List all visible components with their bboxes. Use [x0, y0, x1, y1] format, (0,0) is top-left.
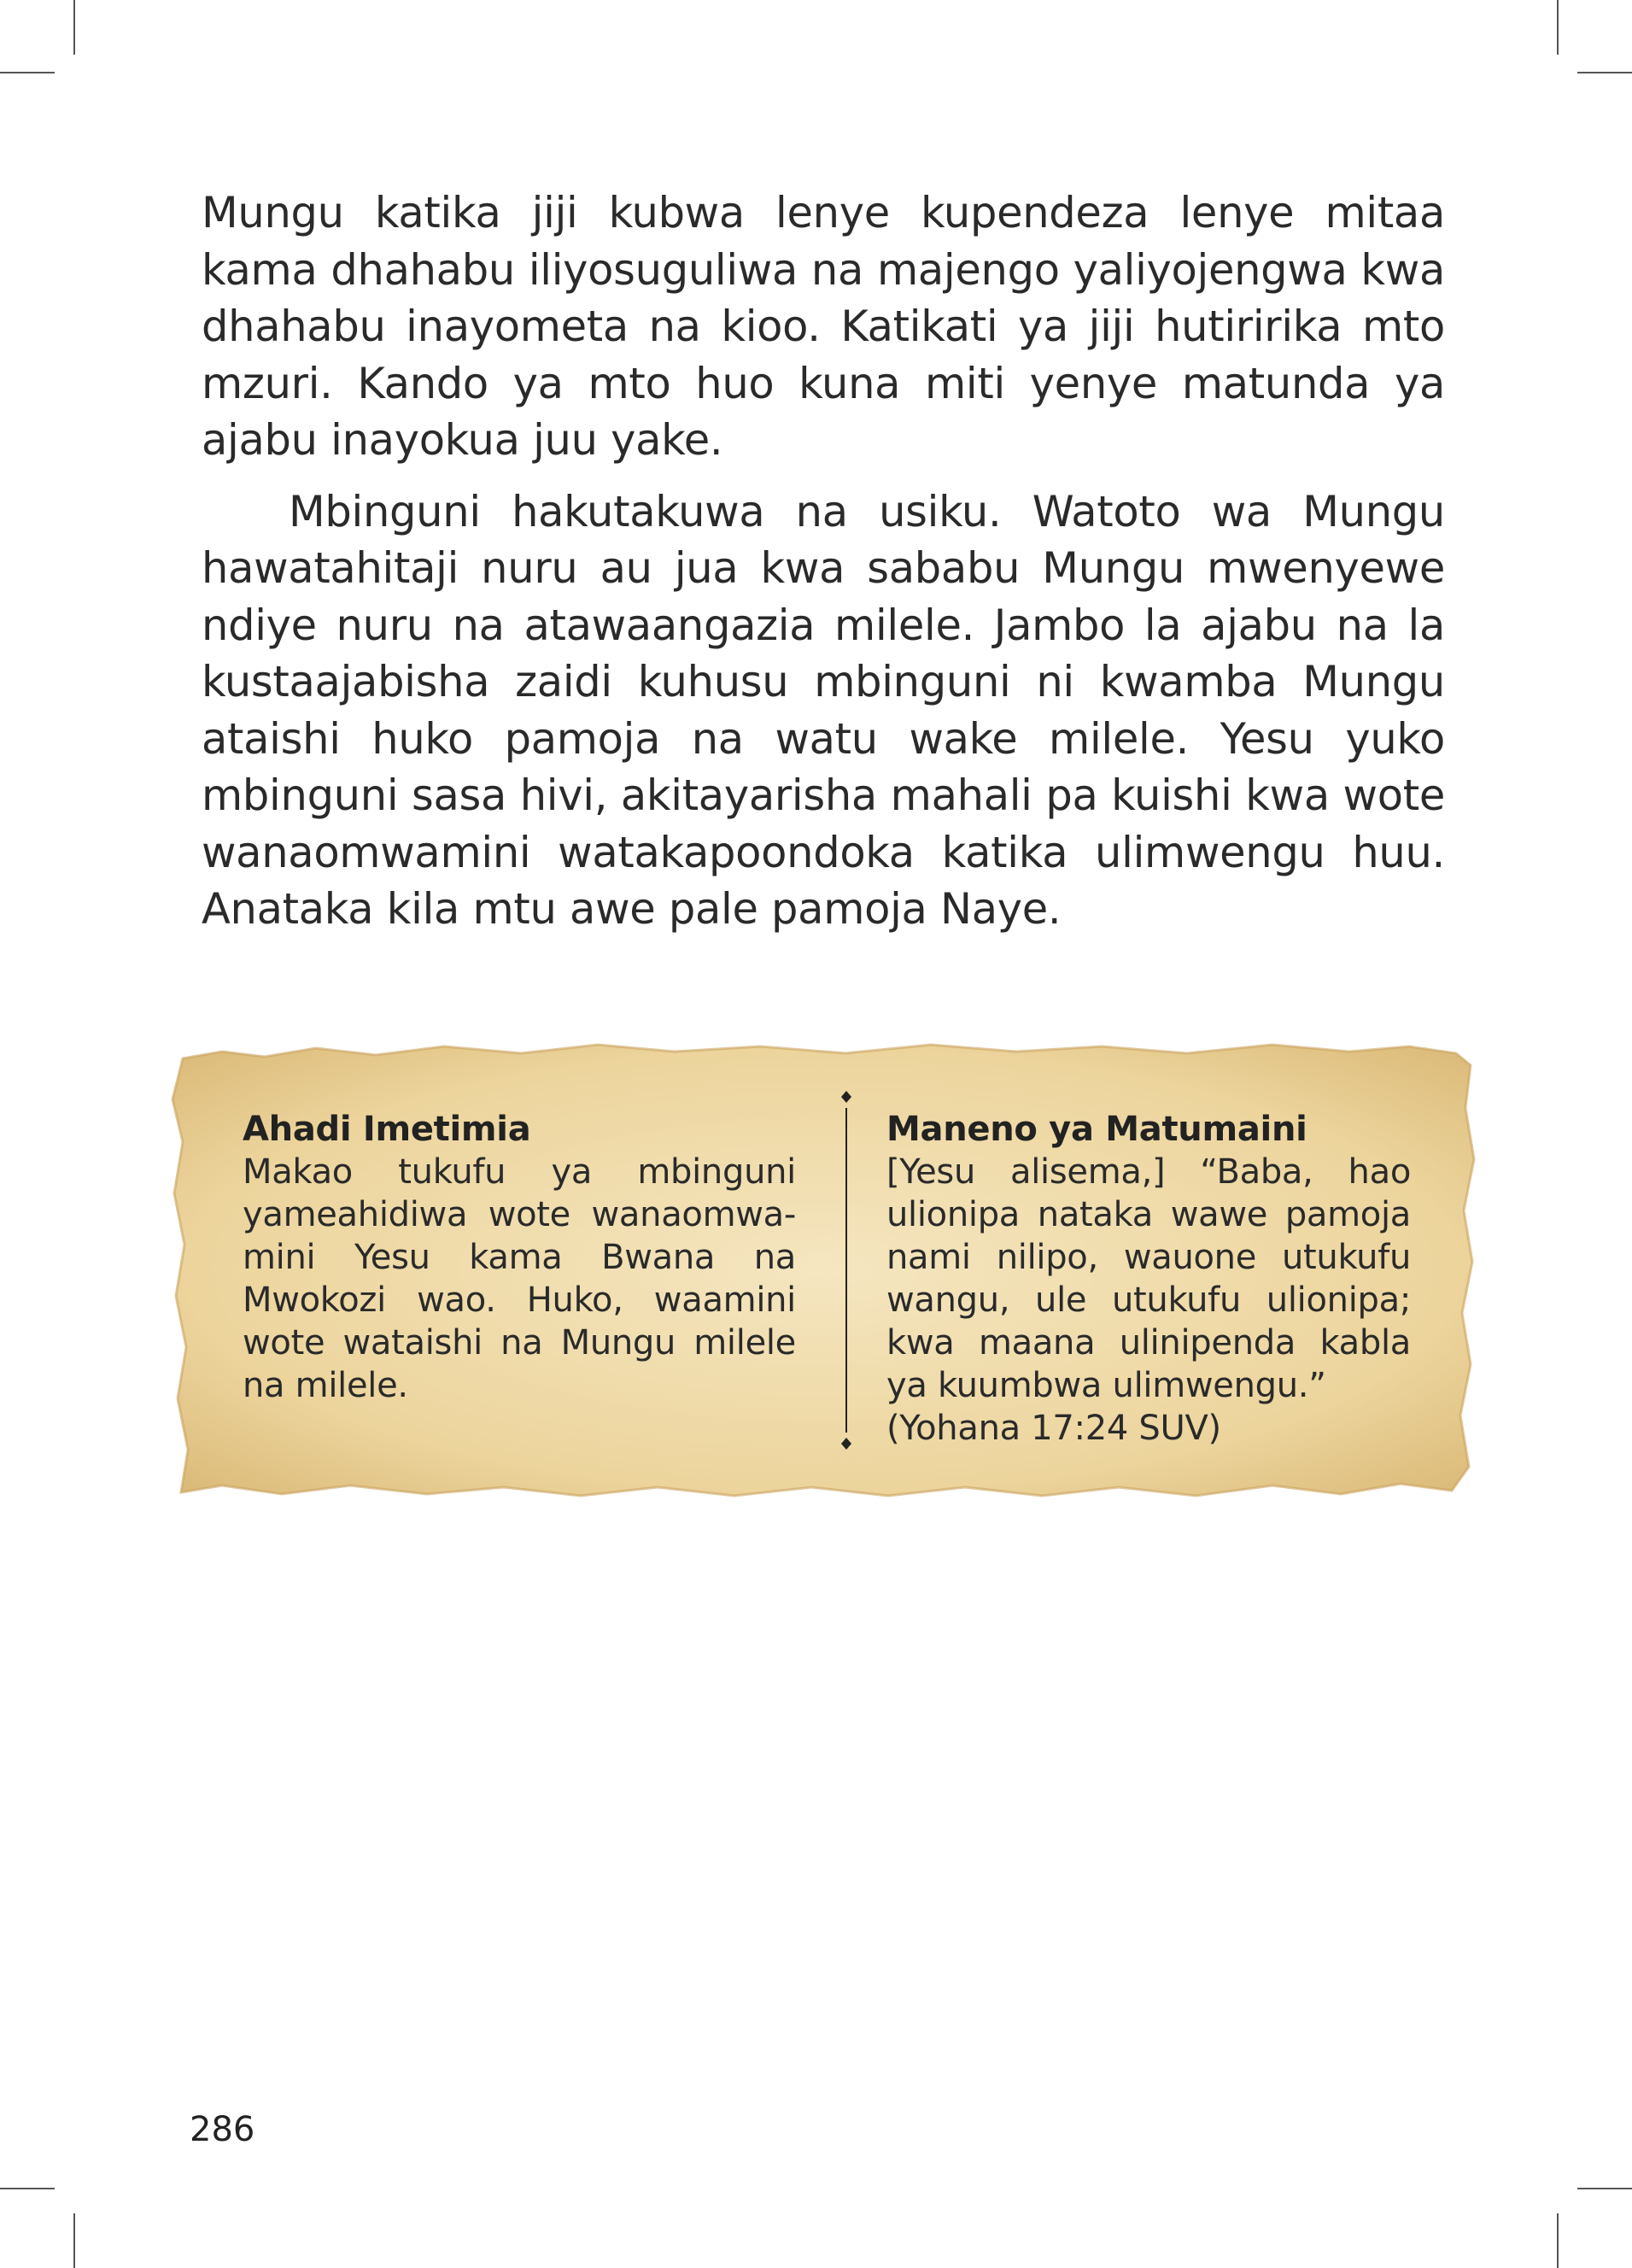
- crop-mark: [1577, 72, 1632, 73]
- crop-mark: [0, 2188, 55, 2189]
- promise-heading: Ahadi Imetimia: [243, 1110, 531, 1149]
- hope-heading: Maneno ya Matumaini: [886, 1110, 1307, 1149]
- scripture-reference: (Yohana 17:24 SUV): [886, 1409, 1221, 1448]
- promise-column: [243, 1108, 796, 1407]
- paragraph: Mbinguni hakutakuwa na usiku. Watoto wa Mungu hawatahitaji nuru au jua kwa sababu Mungu mwenyewe ndiye nuru na atawaangazia milele. Jambo la ajabu na la kustaajabisha zaidi kuhusu mbinguni ni kwamba Mungu ataishi huko pamoja na watu wake milele. Yesu yuko mbinguni sasa hivi, akitayarisha mahali pa kuishi kwa wote wanaomwamini watakapoondoka katika ulimwengu huu. Anataka kila mtu awe pale pamoja Naye.: [202, 486, 1445, 934]
- crop-mark: [73, 2213, 75, 2268]
- crop-mark: [73, 0, 75, 55]
- column-divider: [840, 1091, 852, 1450]
- crop-mark: [1577, 2188, 1632, 2189]
- crop-mark: [1557, 0, 1559, 55]
- body-text: [202, 185, 1445, 952]
- paragraph: Mungu katika jiji kubwa lenye kupendeza lenye mitaa kama dhahabu iliyosuguliwa na majengo yaliyojengwa kwa dhahabu inayometa na kioo. Katikati ya jiji hutiririka mto mzuri. Kando ya mto huo kuna miti yenye matunda ya ajabu inayokua juu yake.: [202, 188, 1445, 465]
- page-number: 286: [190, 2110, 255, 2149]
- hope-column: [886, 1108, 1411, 1450]
- crop-mark: [1557, 2213, 1559, 2268]
- parchment-callout-box: [171, 1040, 1479, 1501]
- crop-mark: [0, 72, 55, 73]
- scripture-quote: [Yesu alisema,] “Baba, hao ulionipa nataka wawe pamoja nami nilipo, wauone utukufu wangu, ule utukufu ulionipa; kwa maana ulinipenda kabla ya kuumbwa ulimwengu.”: [886, 1152, 1411, 1405]
- promise-text: Makao tukufu ya mbinguni yameahidiwa wote wanaomwa-mini Yesu kama Bwana na Mwokozi wao. Huko, waamini wote wataishi na Mungu milele na milele.: [243, 1152, 796, 1405]
